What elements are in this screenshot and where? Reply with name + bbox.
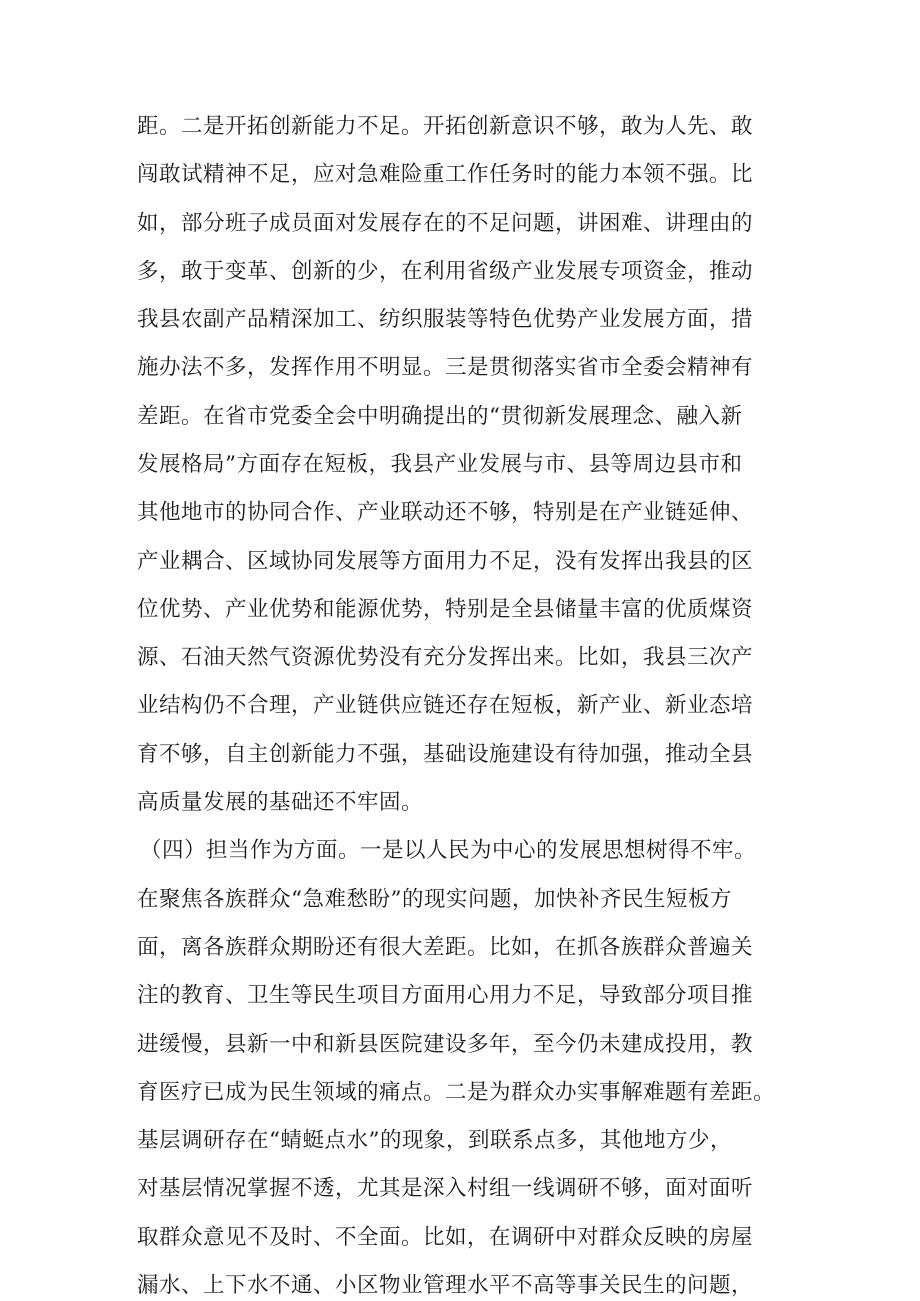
text-line: 产业耦合、区域协同发展等方面用力不足，没有发挥出我县的区 xyxy=(137,549,754,574)
text-line: 在聚焦各族群众“急难愁盼”的现实问题，加快补齐民生短板方 xyxy=(137,887,732,912)
text-line: 源、石油天然气资源优势没有充分发挥出来。比如，我县三次产 xyxy=(137,645,754,670)
text-line: 发展格局”方面存在短板，我县产业发展与市、县等周边县市和 xyxy=(137,452,743,477)
text-line: 距。二是开拓创新能力不足。开拓创新意识不够，敢为人先、敢 xyxy=(137,114,754,139)
text-line: 面，离各族群众期盼还有很大差距。比如，在抓各族群众普遍关 xyxy=(137,935,754,960)
text-line: 对基层情况掌握不透，尤其是深入村组一线调研不够，面对面听 xyxy=(137,1176,754,1201)
text-line: 业结构仍不合理，产业链供应链还存在短板，新产业、新业态培 xyxy=(137,693,754,718)
section-heading-line: （四）担当作为方面。一是以人民为中心的发展思想树得不牢。 xyxy=(140,838,757,863)
text-line: 如，部分班子成员面对发展存在的不足问题，讲困难、讲理由的 xyxy=(137,211,754,236)
text-line: 高质量发展的基础还不牢固。 xyxy=(137,790,424,815)
text-line: 取群众意见不及时、不全面。比如，在调研中对群众反映的房屋 xyxy=(137,1225,754,1250)
text-line: 育不够，自主创新能力不强，基础设施建设有待加强，推动全县 xyxy=(137,742,754,767)
text-line: 施办法不多，发挥作用不明显。三是贯彻落实省市全委会精神有 xyxy=(137,355,754,380)
text-line: 我县农副产品精深加工、纺织服装等特色优势产业发展方面，措 xyxy=(137,307,754,332)
text-line: 其他地市的协同合作、产业联动还不够，特别是在产业链延伸、 xyxy=(137,500,754,525)
text-line: 基层调研存在“蜻蜓点水”的现象，到联系点多，其他地方少， xyxy=(137,1128,732,1153)
text-line: 进缓慢，县新一中和新县医院建设多年，至今仍未建成投用，教 xyxy=(137,1032,754,1057)
text-line: 育医疗已成为民生领域的痛点。二是为群众办实事解难题有差距。 xyxy=(137,1080,776,1105)
text-line: 位优势、产业优势和能源优势，特别是全县储量丰富的优质煤资 xyxy=(137,597,754,622)
text-line: 漏水、上下水不通、小区物业管理水平不高等事关民生的问题， xyxy=(137,1273,754,1298)
text-line: 注的教育、卫生等民生项目方面用心用力不足，导致部分项目推 xyxy=(137,983,754,1008)
text-line: 闯敢试精神不足，应对急难险重工作任务时的能力本领不强。比 xyxy=(137,162,754,187)
text-line: 多，敢于变革、创新的少，在利用省级产业发展专项资金，推动 xyxy=(137,259,754,284)
text-line: 差距。在省市党委全会中明确提出的“贯彻新发展理念、融入新 xyxy=(137,404,743,429)
